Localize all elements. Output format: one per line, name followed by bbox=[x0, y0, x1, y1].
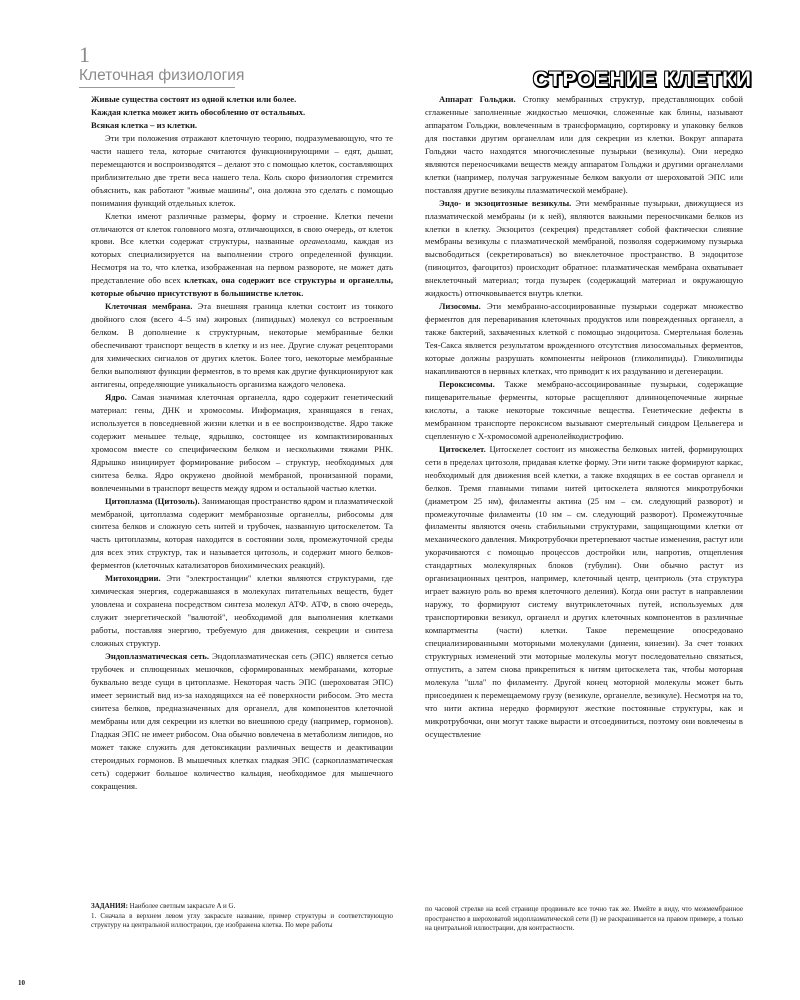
paragraph-er: Эндоплазматическая сеть. Эндоплазматическая сеть (ЭПС) является сетью трубочек и сплющенных мешочков, сформированных мембранами, которые буквально везде сущи в цитоплазме. Некоторая часть ЭПС (шероховатая ЭПС) имеет зернистый вид из-за находящихся на её поверхности рибосом. Это места синтеза белков, предназначенных для органелл, для компонентов клеточной мембраны или для секреции из клетки во внешнюю среду (например, гормонов). Гладкая ЭПС не имеет рибосом. Она обычно вовлечена в метаболизм липидов, но может также служить для детоксикации различных веществ и деактивации стероидных гормонов. В мышечных клетках гладкая ЭПС (саркоплазматическая сеть) содержит большое количество кальция, необходимое для мышечного сокращения. bbox=[91, 650, 393, 791]
paragraph-cytoskeleton: Цитоскелет. Цитоскелет состоит из множества белковых нитей, формирующих сети в пределах цитозоля, придавая клетке форму. Эти нити также формируют каркас, необходимый для движения всей клетки, а также входящих в ее состав органелл и белков. Тремя главными типами нитей цитоскелета являются микротрубочки (диаметром 25 нм), филаменты актина (25 нм – см. следующий разворот) и промежуточные филаменты (10 нм – см. следующий разворот). Промежуточные филаменты являются очень стабильными структурами, защищающими клетки от механического давления. Микротрубочки претерпевают частые изменения, растут или укорачиваются с помощью процессов достройки или, напротив, отщепления стандартных молекулярных блоков (тубулин). Они обычно растут из организационных центров, например, клеточный центр, центриоль (эта структура играет важную роль во время клеточного деления). Когда они растут в направлении наружу, то формируют систему внутриклеточных путей, используемых для транспортировки везикул, органелл и других клеточных компонентов в различные компартменты (части) клетки. Такое перемещение опосредовано специализированными моторными молекулами (динеин, кинезин). За счет тонких структурных изменений эти моторные молекулы могут последовательно связаться, отпустить, а затем снова прикрепиться к нитям цитоскелета так, чтобы моторная молекула "шла" по филаменту. Другой конец моторной молекулы может быть присоединен к перемещаемому грузу (везикуле, органелле, везикуле). Несмотря на то, что нити актина нередко формируют жесткие постоянные структуры, как и микротрубочки, они могут также вырасти и отсоединиться, поэтому они вовлечены в осуществление bbox=[425, 443, 743, 739]
intro-statement-1: Живые существа состоят из одной клетки или более. bbox=[91, 94, 297, 104]
chapter-divider bbox=[79, 87, 235, 88]
paragraph-organelles: Клетки имеют различные размеры, форму и строение. Клетки печени отличаются от клеток головного мозга, отличающихся, в свою очередь, от клеток крови. Все клетки содержат структуры, названные органеллами, каждая из которых специализируется на выполнении строго определенной функции. Несмотря на то, что клетка, изображенная на первом развороте, не может дать представление обо всех клетках, она содержит все структуры и органеллы, которые обычно присутствуют в большинстве клеток. bbox=[91, 210, 393, 299]
term-peroxisomes: Пероксисомы. bbox=[439, 378, 495, 389]
term-nucleus: Ядро. bbox=[105, 391, 127, 402]
paragraph-vesicles: Эндо- и экзоцитозные везикулы. Эти мембранные пузырьки, движущиеся из плазматической мембраны (и к ней), являются важными переносчиками белков из клетки в клетку. Экзоцитоз (секреция) представляет собой фактически слияние мембраны везикулы с плазматической мембраной, позволяя содержимому пузырька высвободиться (секретироваться) во внеклеточное пространство. В эндоцитозе (пиноцитоз, фагоцитоз) происходит обратное: плазматическая мембрана охватывает внеклеточный материал; тогда пузырек (содержащий материал и окружающую жидкость) отпочковывается внутрь клетки. bbox=[425, 197, 743, 299]
task-item-1: 1. Сначала в верхнем левом углу закрасьте название, пример структуры и соответствующую структуру на центральной иллюстрации, где изображена клетка. По мере работы bbox=[91, 911, 393, 930]
tasks-block bbox=[91, 902, 393, 942]
paragraph-mitochondria: Митохондрии. Эти "электростанции" клетки являются структурами, где химическая энергия, содержавшаяся в молекулах питательных веществ, будет уловлена и сохранена посредством синтеза молекул АТФ. АТФ, в свою очередь, служит энергетической "валютой", необходимой для выполнения клетками работы, поставляя энергию, требуемую для движения, секреции и синтеза сложных структур. bbox=[91, 573, 393, 649]
paragraph-golgi: Аппарат Гольджи. Стопку мембранных структур, представляющих собой сглаженные заполненные жидкостью мешочки, сложенные как блины, называют аппаратом Гольджи, вовлеченным в трансформацию, сортировку и упаковку белков для поставки другим органеллам или для секреции из клетки. Вокруг аппарата Гольджи часто находятся многочисленные пузырьки (везикулы). Они нередко являются переносчиками веществ между аппаратом Гольджи и другими органеллами клетки (например, получая загруженные белком вакуоли от шероховатой ЭПС или поставляя другие везикулы плазматической мембране). bbox=[425, 94, 743, 195]
tasks-heading-line: ЗАДАНИЯ: Наиболее светлым закрасьте A и G. bbox=[91, 902, 236, 910]
term-cell-membrane: Клеточная мембрана. bbox=[105, 301, 193, 312]
intro-statement-2: Каждая клетка может жить обособленно от остальных. bbox=[91, 106, 306, 117]
paragraph-nucleus: Ядро. Самая значимая клеточная органелла, ядро содержит генетический материал: гены, ДНК и хромосомы. Информация, хранящаяся в генах, используется в повседневной жизни клетки и в ее воспроизводстве. Ядро также содержит меньшее тельце, ядрышко, состоящее из компактизированных хромосом вместе со специфическим белком и несколькими тяжами РНК. Ядрышко инициирует формирование рибосом – структур, необходимых для синтеза белка. Ядро окружено двойной мембраной, пронизанной порами, вовлеченными в транспорт веществ между ядром и остальной частью клетки. bbox=[91, 391, 393, 493]
tasks-heading: ЗАДАНИЯ: bbox=[91, 902, 128, 910]
page-number: 10 bbox=[18, 979, 25, 987]
term-er: Эндоплазматическая сеть. bbox=[105, 650, 209, 661]
left-column bbox=[91, 93, 393, 903]
footnote-block bbox=[425, 905, 743, 945]
term-cytoskeleton: Цитоскелет. bbox=[439, 443, 486, 454]
paragraph-cell-membrane: Клеточная мембрана. Эта внешняя граница клетки состоит из тонкого двойного слоя (всего 4–5 нм) жировых (липидных) молекул со встроенным белком. В дополнение к структурным, некоторые мембранные белки обеспечивают транспорт веществ в клетку и из нее. Другие служат рецепторами для химических сигналов от других клеток. Более того, некоторые мембранные белки выполняют функции ферментов, в то время как другие функционируют как антигены, определяющие уникальность организма каждого человека. bbox=[91, 301, 393, 389]
footnote-text: по часовой стрелке на всей странице продвиньте все точно так же. Имейте в виду, что межмембранное пространство в шероховатой эндоплазматической сети (I) не раскрашивается на правом примере, а только на центральной иллюстрации, для контрастности. bbox=[425, 905, 743, 933]
term-lysosomes: Лизосомы. bbox=[439, 301, 481, 312]
paragraph-peroxisomes: Пероксисомы. Также мембрано-ассоциированные пузырьки, содержащие пищеварительные ферменты, которые расщепляют длинноцепочечные жирные кислоты, а также некоторые токсичные вещества. Генетические дефекты в мембранном транспорте пероксисом вызывают смертельный синдром Цельвегера и сцепленную с X-хромосомой адренолейкодистрофию. bbox=[425, 378, 743, 441]
intro-statement-3: Всякая клетка – из клетки. bbox=[91, 119, 198, 130]
chapter-title: Клеточная физиология bbox=[79, 67, 245, 84]
paragraph-cytoplasm: Цитоплазма (Цитозоль). Занимающая пространство ядром и плазматической мембраной, цитоплазма содержит мембранозные органеллы, рибосомы для синтеза белков и сложную сеть нитей и трубочек, названную цитоскелетом. Та часть цитоплазмы, которая находится в состоянии золя, промежуточной среды для всех этих структур, так и называется цитозоль, и содержит много белков-ферментов (клеточных катализаторов биохимических реакций). bbox=[91, 495, 393, 571]
chapter-number: 1 bbox=[79, 42, 90, 67]
term-vesicles: Эндо- и экзоцитозные везикулы. bbox=[439, 197, 572, 208]
term-mitochondria: Митохондрии. bbox=[105, 573, 161, 584]
right-column bbox=[425, 93, 743, 903]
paragraph-cell-theory: Эти три положения отражают клеточную теорию, подразумевающую, что те части нашего тела, которые считаются функционирующими – едят, дышат, перемещаются и воспроизводятся – делают это с помощью клеток, составляющих приблизительно две трети веса нашего тела. Коль скоро физиология стремится объяснить, как работают "живые машины", она должна это сделать с помощью понимания функций отдельных клеток. bbox=[91, 132, 393, 208]
term-golgi: Аппарат Гольджи. bbox=[439, 94, 516, 104]
section-title: СТРОЕНИЕ КЛЕТКИ bbox=[533, 68, 752, 91]
paragraph-lysosomes: Лизосомы. Эти мембранно-ассоциированные пузырьки содержат множество ферментов для переваривания клеточных продуктов или поврежденных органелл, а также бактерий, захваченных клеткой с помощью эндоцитоза. Смертельная болезнь Тея-Сакса является результатом врожденного отсутствия лизосомальных ферментов, которые должны разрушать компоненты нейронов (гликолипиды). Гликолипиды накапливаются в нервных клетках, что приводит к их раздуванию и дегенерации. bbox=[425, 301, 743, 377]
term-cytoplasm: Цитоплазма (Цитозоль). bbox=[105, 495, 200, 506]
